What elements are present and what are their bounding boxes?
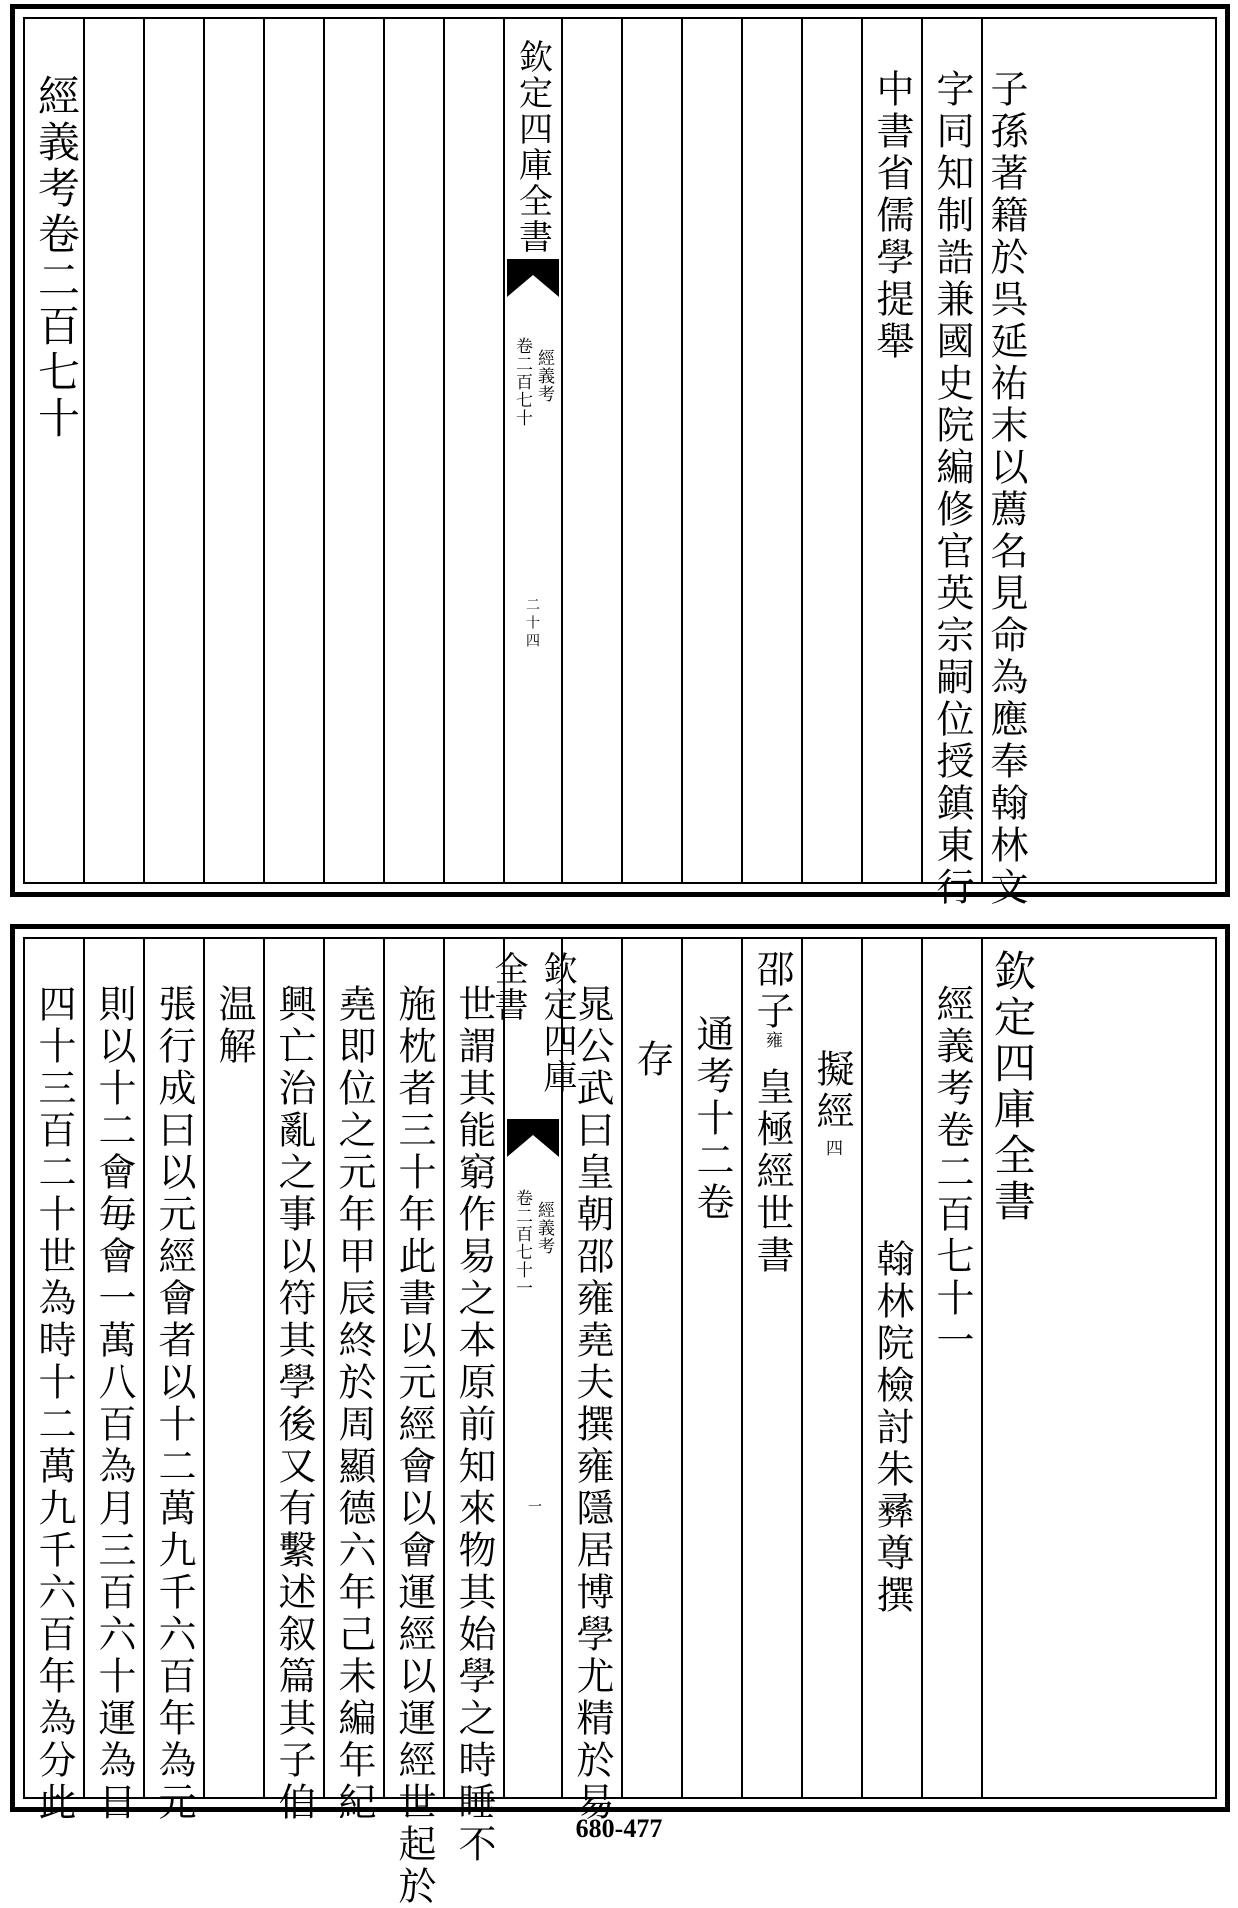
- text-column: [863, 19, 923, 882]
- blank-column: [743, 19, 803, 882]
- text-column: [923, 19, 983, 909]
- text-column: [983, 939, 1223, 1797]
- fold-volume: 卷二百七十: [512, 337, 532, 427]
- text-column: [205, 939, 265, 1797]
- text-line: 温解: [212, 984, 256, 1068]
- blank-column: [683, 19, 743, 882]
- fold-volume: 卷二百七十一: [512, 1189, 532, 1297]
- closing-title: 經義考卷二百七十: [32, 74, 81, 442]
- text-column: [803, 939, 863, 1797]
- text-column: [923, 939, 983, 1797]
- text-column: [743, 939, 803, 1797]
- text-column: [85, 939, 145, 1824]
- text-line: 堯即位之元年甲辰終於周顯德六年己未編年紀: [332, 984, 376, 1824]
- text-line: 中書省儒學提舉: [870, 69, 914, 363]
- top-page: [10, 4, 1230, 909]
- text-column: [623, 939, 683, 1797]
- fishtail-ornament: [507, 261, 559, 297]
- blank-column: [563, 19, 623, 882]
- fishtail-ornament: [507, 1121, 559, 1157]
- text-column: [983, 19, 1223, 909]
- fold-strip: [505, 19, 563, 882]
- blank-column: [803, 19, 863, 882]
- collection-title: 欽定四庫全書: [988, 949, 1037, 1225]
- text-line: 子孫著籍於呉延祐末以薦名見命為應奉翰林文: [984, 69, 1028, 909]
- text-column: [25, 939, 85, 1824]
- text-column: [385, 939, 445, 1908]
- blank-column: [385, 19, 445, 882]
- fold-leaf-number: 二十四: [524, 597, 540, 651]
- blank-column: [265, 19, 325, 882]
- text-line: 興亡治亂之事以符其學後又有繫述叙篇其子伯: [272, 984, 316, 1824]
- text-line: 晁公武曰皇朝邵雍堯夫撰雍隱居博學尤精於易: [570, 984, 614, 1824]
- compiler-line: 翰林院檢討朱彞尊撰: [870, 1239, 914, 1617]
- text-line: 張行成曰以元經會者以十二萬九千六百年為元: [152, 984, 196, 1824]
- text-line: 則以十二會毎會一萬八百為月三百六十運為日: [92, 984, 136, 1824]
- text-column: [563, 939, 623, 1824]
- text-line: 字同知制誥兼國史院編修官英宗嗣位授鎮東行: [930, 69, 974, 909]
- fold-title: 欽定四庫全書: [512, 39, 553, 255]
- blank-column: [85, 19, 145, 882]
- entry-author: 邵子: [750, 949, 794, 1033]
- text-column: [863, 939, 923, 1797]
- text-column: [683, 939, 743, 1797]
- page-number: 680-477: [575, 1814, 663, 1843]
- text-line: 世謂其能窮作易之本原前知來物其始學之時睡不: [452, 984, 496, 1866]
- entry-title: 皇極經世書: [750, 1067, 794, 1277]
- fold-leaf-number: 一: [526, 1499, 542, 1517]
- fold-strip: [488, 939, 577, 1797]
- fold-book-name: 經義考: [534, 1201, 554, 1255]
- blank-column: [205, 19, 265, 882]
- volume-heading: 經義考卷二百七十一: [930, 984, 974, 1362]
- fold-title-box: [488, 939, 577, 1121]
- blank-column: [445, 19, 505, 882]
- text-line: 施枕者三十年此書以元經會以會運經以運經世起於: [392, 984, 436, 1908]
- section-number: 四: [822, 1139, 842, 1157]
- fold-book-name: 經義考: [534, 349, 554, 403]
- blank-column: [145, 19, 205, 882]
- text-line: 存: [630, 1039, 674, 1081]
- author-name-note: 雍: [762, 1031, 782, 1049]
- top-page-frame: [23, 17, 1217, 909]
- blank-column: [623, 19, 683, 882]
- fold-title-box: [507, 19, 559, 261]
- column: [25, 19, 85, 882]
- text-column: [145, 939, 205, 1824]
- text-line: 四十三百二十世為時十二萬九千六百年為分此: [32, 984, 76, 1824]
- text-column: [265, 939, 325, 1824]
- fold-title: 欽定四庫全書: [488, 951, 577, 1095]
- blank-column: [325, 19, 385, 882]
- section-heading: 擬經: [810, 1049, 854, 1133]
- text-line: 通考十二卷: [690, 1014, 734, 1224]
- text-column: [325, 939, 385, 1824]
